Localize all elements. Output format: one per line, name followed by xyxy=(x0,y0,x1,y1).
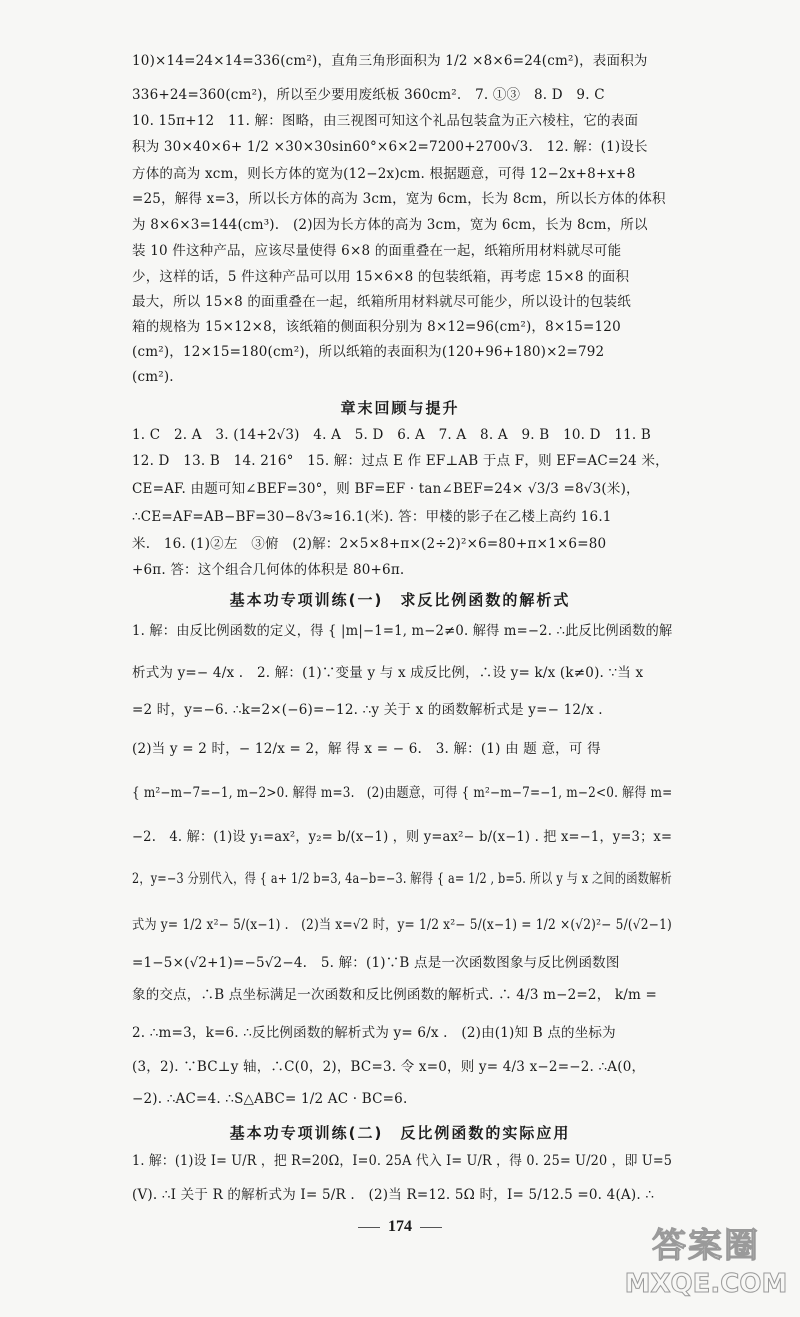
text-line: 336+24=360(cm²)，所以至少要用废纸板 360cm². 7. ①③ 8. D 9. C xyxy=(132,87,605,103)
text-line: (cm²). xyxy=(132,369,174,385)
text-line: 1. C 2. A 3. (14+2√3) 4. A 5. D 6. A 7. A 8. A 9. B 10. D 11. B xyxy=(132,427,652,443)
text-line: 10)×14=24×14=336(cm²)，直角三角形面积为 1/2 ×8×6=24(cm²)，表面积为 xyxy=(132,53,648,69)
text-line: 米. 16. (1)②左 ③俯 (2)解：2×5×8+π×(2÷2)²×6=80+π×1×6=80 xyxy=(132,536,607,552)
text-line: (cm²)，12×15=180(cm²)，所以纸箱的表面积为(120+96+180)×2=792 xyxy=(132,344,605,360)
rule-left xyxy=(358,1227,380,1228)
text-line: 式为 y= 1/2 x²− 5/(x−1) . (2)当 x=√2 时，y= 1/2 x²− 5/(x−1) = 1/2 ×(√2)²− 5/(√2−1) xyxy=(132,917,672,933)
watermark-bottom-text: MXQE.COM xyxy=(624,1269,788,1299)
text-line: (V). ∴I 关于 R 的解析式为 I= 5/R . (2)当 R=12. 5Ω 时，I= 5/12.5 =0. 4(A). ∴ xyxy=(132,1187,655,1203)
text-line: (2)当 y = 2 时，− 12/x = 2，解 得 x = − 6. 3. 解：(1) 由 题 意，可 得 xyxy=(132,741,601,757)
text-line: 1. 解：由反比例函数的定义，得 { |m|−1=1, m−2≠0. 解得 m=−2. ∴此反比例函数的解 xyxy=(132,623,673,639)
text-line: 装 10 件这种产品，应该尽量使得 6×8 的面重叠在一起，纸箱所用材料就尽可能 xyxy=(132,243,622,259)
section-heading: 基本功专项训练(二) 反比例函数的实际应用 xyxy=(229,1124,571,1142)
text-line: =2 时，y=−6. ∴k=2×(−6)=−12. ∴y 关于 x 的函数解析式是 y=− 12/x . xyxy=(132,702,603,718)
text-line: CE=AF. 由题可知∠BEF=30°，则 BF=EF · tan∠BEF=24× √3/3 =8√3(米)， xyxy=(132,481,640,497)
watermark-top-text: 答案圈 xyxy=(652,1226,760,1266)
text-line: 少，这样的话，5 件这种产品可以用 15×6×8 的包装纸箱，再考虑 15×8 的面积 xyxy=(132,269,630,285)
page-number-text: 174 xyxy=(388,1218,412,1235)
text-line: 12. D 13. B 14. 216° 15. 解：过点 E 作 EF⊥AB 于点 F，则 EF=AC=24 米， xyxy=(132,453,669,469)
text-line: 为 8×6×3=144(cm³). (2)因为长方体的高为 3cm，宽为 6cm，长为 8cm，所以 xyxy=(132,217,648,233)
text-line: ∴CE=AF=AB−BF=30−8√3≈16.1(米). 答：甲楼的影子在乙楼上高约 16.1 xyxy=(132,509,612,525)
rule-right xyxy=(420,1227,442,1228)
text-line: 方体的高为 xcm，则长方体的宽为(12−2x)cm. 根据题意，可得 12−2x+8+x+8 xyxy=(132,166,636,182)
text-line: 积为 30×40×6+ 1/2 ×30×30sin60°×6×2=7200+2700√3. 12. 解：(1)设长 xyxy=(132,139,648,155)
section-heading: 基本功专项训练(一) 求反比例函数的解析式 xyxy=(229,591,571,609)
text-line: 1. 解：(1)设 I= U/R ，把 R=20Ω，I=0. 25A 代入 I= U/R ，得 0. 25= U/20 ，即 U=5 xyxy=(132,1153,673,1169)
text-line: =1−5×(√2+1)=−5√2−4. 5. 解：(1)∵B 点是一次函数图象与反比例函数图 xyxy=(132,955,620,971)
text-line: 象的交点，∴B 点坐标满足一次函数和反比例函数的解析式. ∴ 4/3 m−2=2， k/m = xyxy=(132,987,658,1003)
text-line: (3，2). ∵BC⊥y 轴，∴C(0，2)，BC=3. 令 x=0，则 y= 4/3 x−2=−2. ∴A(0， xyxy=(132,1059,646,1075)
text-line: 析式为 y=− 4/x . 2. 解：(1)∵变量 y 与 x 成反比例，∴设 y= k/x (k≠0). ∵当 x xyxy=(132,665,644,681)
text-line: 最大，所以 15×8 的面重叠在一起，纸箱所用材料就尽可能少，所以设计的包装纸 xyxy=(132,294,631,310)
watermark-logo xyxy=(622,1218,790,1314)
text-line: 2. ∴m=3，k=6. ∴反比例函数的解析式为 y= 6/x . (2)由(1)知 B 点的坐标为 xyxy=(132,1025,616,1041)
text-line: +6π. 答：这个组合几何体的体积是 80+6π. xyxy=(132,562,405,578)
text-line: 10. 15π+12 11. 解：图略，由三视图可知这个礼品包装盒为正六棱柱，它的表面 xyxy=(132,113,639,129)
text-line: 箱的规格为 15×12×8，该纸箱的侧面积分别为 8×12=96(cm²)，8×15=120 xyxy=(132,319,621,335)
text-line: { m²−m−7=−1, m−2>0. 解得 m=3. (2)由题意，可得 { m²−m−7=−1, m−2<0. 解得 m= xyxy=(132,785,673,801)
text-line: −2. 4. 解：(1)设 y₁=ax²，y₂= b/(x−1) ，则 y=ax²− b/(x−1) . 把 x=−1，y=3；x= xyxy=(132,829,673,845)
text-line: −2). ∴AC=4. ∴S△ABC= 1/2 AC · BC=6. xyxy=(132,1091,408,1107)
section-heading: 章末回顾与提升 xyxy=(340,399,460,417)
text-line: 2，y=−3 分别代入，得 { a+ 1/2 b=3, 4a−b=−3. 解得 { a= 1/2 , b=5. 所以 y 与 x 之间的函数解析 xyxy=(132,871,672,887)
text-line: =25，解得 x=3，所以长方体的高为 3cm，宽为 6cm，长为 8cm，所以长方体的体积 xyxy=(132,191,666,207)
